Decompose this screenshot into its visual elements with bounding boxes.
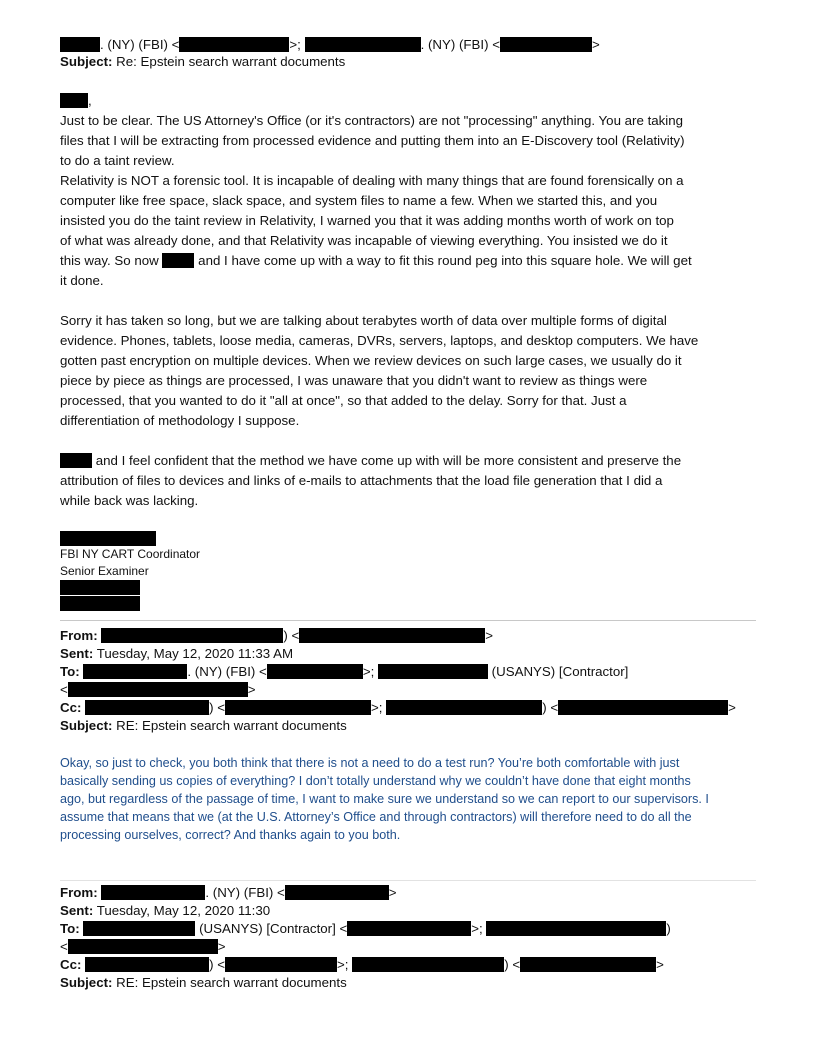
email2-from: From: ) < > <box>60 628 494 643</box>
redaction <box>520 957 656 972</box>
redaction <box>60 93 88 108</box>
body-line: piece by piece as things are processed, I was unaware that you didn't want to review as things were <box>60 373 648 388</box>
signature-title: FBI NY CART Coordinator <box>60 547 201 561</box>
redaction <box>83 664 187 679</box>
redaction <box>162 253 194 268</box>
divider <box>60 620 756 621</box>
redaction <box>299 628 485 643</box>
redaction <box>225 957 337 972</box>
email2-subject: Subject: RE: Epstein search warrant documents <box>60 718 347 733</box>
body-line: Relativity is NOT a forensic tool. It is incapable of dealing with many things that are found forensically on a <box>60 173 684 188</box>
signature-role: Senior Examiner <box>60 564 149 578</box>
redaction <box>85 700 209 715</box>
redaction <box>500 37 592 52</box>
redaction <box>267 664 363 679</box>
redaction <box>60 37 100 52</box>
email2-body-line: Okay, so just to check, you both think that there is not a need to do a test run? You’re both comfortable with just <box>60 756 680 770</box>
email3-to-cont: < > <box>60 939 226 954</box>
body-line: files that I will be extracting from processed evidence and putting them into an E-Discovery tool (Relativity) <box>60 133 685 148</box>
redaction <box>60 596 140 611</box>
email2-to-cont: < > <box>60 682 256 697</box>
redaction <box>347 921 471 936</box>
redaction <box>179 37 289 52</box>
redaction <box>60 580 140 595</box>
salutation: , <box>60 92 92 110</box>
email3-subject: Subject: RE: Epstein search warrant documents <box>60 975 347 990</box>
body-line: to do a taint review. <box>60 153 175 168</box>
email3-from: From: . (NY) (FBI) < > <box>60 885 397 900</box>
body-line: of what was already done, and that Relativity was incapable of viewing everything. You insisted we do it <box>60 233 668 248</box>
body-line: it done. <box>60 273 104 288</box>
redaction <box>378 664 488 679</box>
body-line: computer like free space, slack space, and system files to name a few. When we started this, and you <box>60 193 658 208</box>
email2-to: To: . (NY) (FBI) < >; (USANYS) [Contractor] <box>60 664 629 679</box>
redaction <box>558 700 728 715</box>
redaction <box>305 37 421 52</box>
redaction <box>101 628 283 643</box>
redaction <box>285 885 389 900</box>
header-recipients: . (NY) (FBI) < >; . (NY) (FBI) < > <box>60 36 600 54</box>
email2-cc: Cc: ) < >; ) < > <box>60 700 736 715</box>
redaction <box>85 957 209 972</box>
redaction <box>101 885 205 900</box>
redaction <box>60 531 156 546</box>
divider <box>60 880 756 881</box>
body-line: insisted you do the taint review in Relativity, I warned you that it was adding months worth of work on top <box>60 213 674 228</box>
body-line: while back was lacking. <box>60 493 199 508</box>
email2-body-line: assume that means that we (at the U.S. Attorney’s Office and through contractors) will therefore need to do all the <box>60 810 692 824</box>
redaction <box>352 957 504 972</box>
redaction <box>386 700 542 715</box>
signature-line <box>60 595 140 613</box>
email2-body-line: ago, but regardless of the passage of time, I want to make sure we understand so we can report to our supervisors. I <box>60 792 709 806</box>
header-subject: Subject: Re: Epstein search warrant documents <box>60 54 346 69</box>
email3-cc: Cc: ) < >; ) < > <box>60 957 664 972</box>
body-line: gotten past encryption on multiple devices. When we review devices on such large cases, we usually do it <box>60 353 682 368</box>
email3-sent: Sent: Tuesday, May 12, 2020 11:30 <box>60 903 271 918</box>
redaction <box>83 921 195 936</box>
email2-sent: Sent: Tuesday, May 12, 2020 11:33 AM <box>60 646 294 661</box>
redaction <box>68 682 248 697</box>
body-line: Just to be clear. The US Attorney's Office (or it's contractors) are not "processing" anything. You are taking <box>60 113 684 128</box>
email3-to: To: (USANYS) [Contractor] < >; ) <box>60 921 671 936</box>
body-line: Sorry it has taken so long, but we are talking about terabytes worth of data over multiple forms of digital <box>60 313 667 328</box>
redaction <box>225 700 371 715</box>
body-line: this way. So now and I have come up with a way to fit this round peg into this square hole. We will get <box>60 253 692 268</box>
body-line: processed, that you wanted to do it "all at once", so that added to the delay. Sorry for that. Just a <box>60 393 627 408</box>
body-line: attribution of files to devices and links of e-mails to attachments that the load file generation that I did a <box>60 473 663 488</box>
body-line: and I feel confident that the method we have come up with will be more consistent and preserve the <box>60 452 681 470</box>
body-line: differentiation of methodology I suppose. <box>60 413 300 428</box>
redaction <box>68 939 218 954</box>
email2-body-line: processing ourselves, correct? And thanks again to you both. <box>60 828 401 842</box>
redaction <box>486 921 666 936</box>
redaction <box>60 453 92 468</box>
email2-body-line: basically sending us copies of everything? I don’t totally understand why we couldn’t have done that eight months <box>60 774 691 788</box>
body-line: evidence. Phones, tablets, loose media, cameras, DVRs, servers, laptops, and desktop computers. We have <box>60 333 699 348</box>
